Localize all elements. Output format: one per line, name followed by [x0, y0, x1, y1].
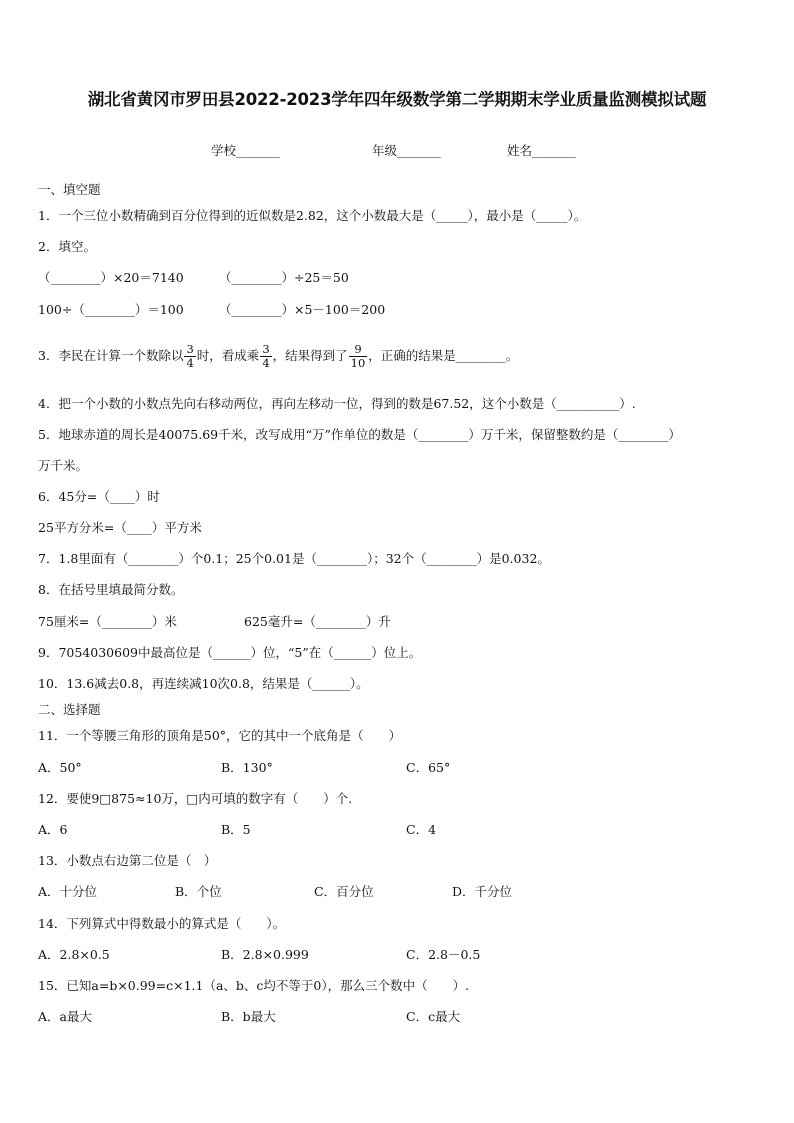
question-3 — [38, 338, 518, 374]
question-5-line-2: 万千米。 — [38, 458, 89, 473]
fraction-numerator: 3 — [262, 342, 270, 356]
question-11-option-c: C．65° — [406, 760, 451, 775]
question-2-item-b1: 100÷（________）＝100 — [38, 302, 184, 317]
question-14-option-b: B．2.8×0.999 — [221, 947, 309, 962]
question-3-text-1: 3．李民在计算一个数除以 — [38, 348, 184, 363]
question-11-option-b: B．130° — [221, 760, 273, 775]
question-5-line-1: 5．地球赤道的周长是40075.69千米，改写成用“万”作单位的数是（________）万千米，保留整数约是（________） — [38, 427, 681, 442]
question-11: 11．一个等腰三角形的顶角是50°，它的其中一个底角是（ ） — [38, 728, 402, 743]
fraction-nine-tenths — [349, 343, 368, 370]
question-14-option-a: A．2.8×0.5 — [38, 947, 110, 962]
fraction-numerator: 3 — [186, 342, 194, 356]
fraction-numerator: 9 — [349, 343, 368, 357]
question-13: 13．小数点右边第二位是（ ） — [38, 853, 217, 868]
question-11-option-a: A．50° — [38, 760, 82, 775]
question-1: 1．一个三位小数精确到百分位得到的近似数是2.82，这个小数最大是（_____），最小是（_____）。 — [38, 208, 587, 223]
question-13-option-c: C．百分位 — [314, 884, 374, 899]
question-2-item-a2: （________）÷25＝50 — [219, 270, 349, 285]
question-2: 2．填空。 — [38, 239, 96, 254]
question-14: 14．下列算式中得数最小的算式是（ ）。 — [38, 916, 286, 931]
question-7: 7．1.8里面有（________）个0.1；25个0.01是（________）；32个（________）是0.032。 — [38, 551, 550, 566]
question-8-item-a: 75厘米=（________）米 — [38, 614, 177, 629]
section-choice-heading: 二、选择题 — [38, 702, 101, 717]
question-12-option-b: B．5 — [221, 822, 251, 837]
question-12-option-c: C．4 — [406, 822, 437, 837]
question-8-item-b: 625毫升=（________）升 — [244, 614, 391, 629]
fraction-denominator: 4 — [186, 356, 194, 370]
question-12-option-a: A．6 — [38, 822, 68, 837]
question-12: 12．要使9□875≈10万，□内可填的数字有（ ）个. — [38, 791, 353, 806]
fraction-denominator: 10 — [350, 356, 366, 370]
question-3-text-4: ，正确的结果是________。 — [368, 348, 519, 363]
page-title: 湖北省黄冈市罗田县2022-2023学年四年级数学第二学期期末学业质量监测模拟试题 — [87, 90, 707, 109]
question-9: 9．7054030609中最高位是（______）位，“5”在（______）位上。 — [38, 645, 422, 660]
school-field: 学校_______ — [211, 143, 280, 158]
fraction-three-quarters-1 — [184, 343, 195, 370]
question-3-text-3: ，结果得到了 — [272, 348, 348, 363]
question-10: 10．13.6减去0.8，再连续减10次0.8，结果是（______）。 — [38, 676, 369, 691]
name-field: 姓名_______ — [507, 143, 576, 158]
section-fill-blank-heading: 一、填空题 — [38, 182, 101, 197]
question-6-line-2: 25平方分米=（____）平方米 — [38, 520, 202, 535]
question-6-line-1: 6．45分=（____）时 — [38, 489, 160, 504]
question-2-item-b2: （________）×5－100＝200 — [219, 302, 386, 317]
question-8: 8．在括号里填最简分数。 — [38, 582, 184, 597]
question-13-option-a: A．十分位 — [38, 884, 98, 899]
fraction-denominator: 4 — [262, 356, 270, 370]
question-3-text-2: 时，看成乘 — [196, 348, 260, 363]
question-15-option-a: A．a最大 — [38, 1009, 92, 1024]
question-13-option-d: D．千分位 — [452, 884, 513, 899]
question-2-item-a1: （________）×20＝7140 — [38, 270, 184, 285]
question-15: 15．已知a=b×0.99=c×1.1（a、b、c均不等于0），那么三个数中（ ）. — [38, 978, 470, 993]
question-4: 4．把一个小数的小数点先向右移动两位，再向左移动一位，得到的数是67.52，这个小数是（__________）. — [38, 396, 636, 411]
grade-field: 年级_______ — [372, 143, 441, 158]
question-15-option-c: C．c最大 — [406, 1009, 461, 1024]
question-13-option-b: B．个位 — [175, 884, 222, 899]
question-14-option-c: C．2.8－0.5 — [406, 947, 481, 962]
fraction-three-quarters-2 — [260, 343, 271, 370]
question-15-option-b: B．b最大 — [221, 1009, 276, 1024]
